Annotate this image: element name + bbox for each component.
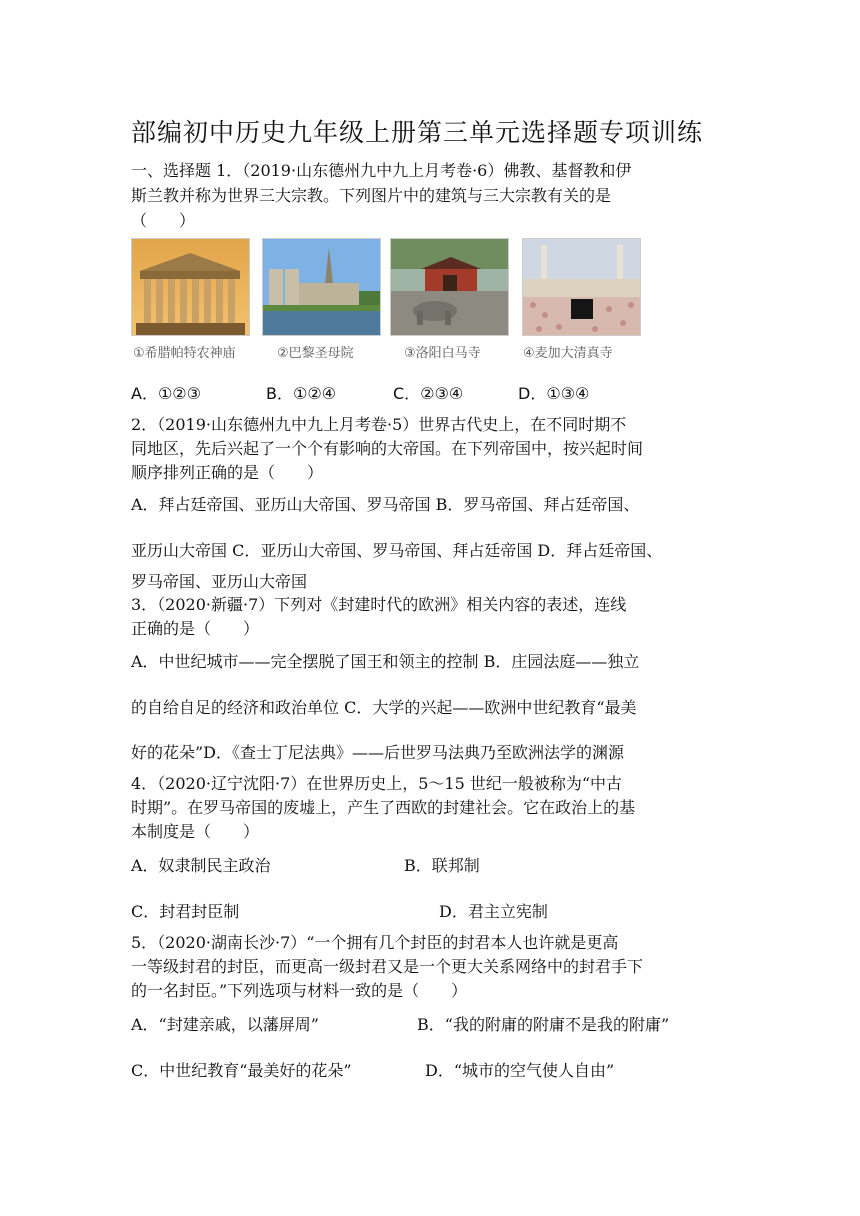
q2-line: 同地区，先后兴起了一个个有影响的大帝国。在下列帝国中，按兴起时间 <box>131 439 644 458</box>
q2-options-line: 亚历山大帝国 C．亚历山大帝国、罗马帝国、拜占廷帝国 D．拜占廷帝国、 <box>131 541 663 560</box>
q1-option-c: C．②③④ <box>393 384 464 403</box>
q4-option-c: C．封君封臣制 <box>131 902 240 921</box>
q5-line: 的一名封臣。”下列选项与材料一致的是（ ） <box>131 981 468 1000</box>
fig-caption: ③洛阳白马寺 <box>404 346 481 361</box>
q2-options-line: 罗马帝国、亚历山大帝国 <box>131 572 308 591</box>
q4-option-a: A．奴隶制民主政治 <box>131 856 271 875</box>
q1-line: 斯兰教并称为世界三大宗教。下列图片中的建筑与三大宗教有关的是 <box>131 186 612 205</box>
fig-caption: ②巴黎圣母院 <box>277 346 354 361</box>
q3-options-line: A．中世纪城市——完全摆脱了国王和领主的控制 B．庄园法庭——独立 <box>131 652 640 671</box>
q5-option-d: D．“城市的空气使人自由” <box>425 1061 615 1080</box>
q4-line: 时期”。在罗马帝国的废墟上，产生了西欧的封建社会。它在政治上的基 <box>131 798 636 817</box>
q4-line: 本制度是（ ） <box>131 822 260 841</box>
q5-line: 5．（2020·湖南长沙·7）“一个拥有几个封臣的封君本人也许就是更高 <box>131 933 619 952</box>
notre-dame-image <box>262 238 381 336</box>
q3-line: 3．（2020·新疆·7）下列对《封建时代的欧洲》相关内容的表述，连线 <box>131 595 627 614</box>
q1-line: （ ） <box>131 211 196 230</box>
q4-option-d: D．君主立宪制 <box>439 902 548 921</box>
fig-caption: ①希腊帕特农神庙 <box>133 346 236 361</box>
q1-option-a: A．①②③ <box>131 384 201 403</box>
q5-option-c: C．中世纪教育“最美好的花朵” <box>131 1061 352 1080</box>
parthenon-image <box>131 238 250 336</box>
q2-line: 顺序排列正确的是（ ） <box>131 463 324 482</box>
q1-option-b: B．①②④ <box>266 384 337 403</box>
q4-option-b: B．联邦制 <box>404 856 480 875</box>
q4-line: 4．（2020·辽宁沈阳·7）在世界历史上，5～15 世纪一般被称为“中古 <box>131 774 623 793</box>
q1-option-d: D．①③④ <box>518 384 590 403</box>
document-title: 部编初中历史九年级上册第三单元选择题专项训练 <box>131 118 704 147</box>
q2-options-line: A．拜占廷帝国、亚历山大帝国、罗马帝国 B．罗马帝国、拜占廷帝国、 <box>131 495 640 514</box>
q2-line: 2．（2019·山东德州九中九上月考卷·5）世界古代史上，在不同时期不 <box>131 415 627 434</box>
q5-option-a: A．“封建亲戚，以藩屏周” <box>131 1015 319 1034</box>
mecca-mosque-image <box>522 238 641 336</box>
q1-line: 一、选择题 1．（2019·山东德州九中九上月考卷·6）佛教、基督教和伊 <box>131 161 632 180</box>
fig-caption: ④麦加大清真寺 <box>523 346 613 361</box>
q3-options-line: 的自给自足的经济和政治单位 C．大学的兴起——欧洲中世纪教育“最美 <box>131 698 637 717</box>
white-horse-temple-image <box>390 238 509 336</box>
q5-line: 一等级封君的封臣，而更高一级封君又是一个更大关系网络中的封君手下 <box>131 957 644 976</box>
q3-options-line: 好的花朵”D．《查士丁尼法典》——后世罗马法典乃至欧洲法学的渊源 <box>131 743 625 762</box>
q5-option-b: B．“我的附庸的附庸不是我的附庸” <box>417 1015 670 1034</box>
q3-line: 正确的是（ ） <box>131 619 260 638</box>
